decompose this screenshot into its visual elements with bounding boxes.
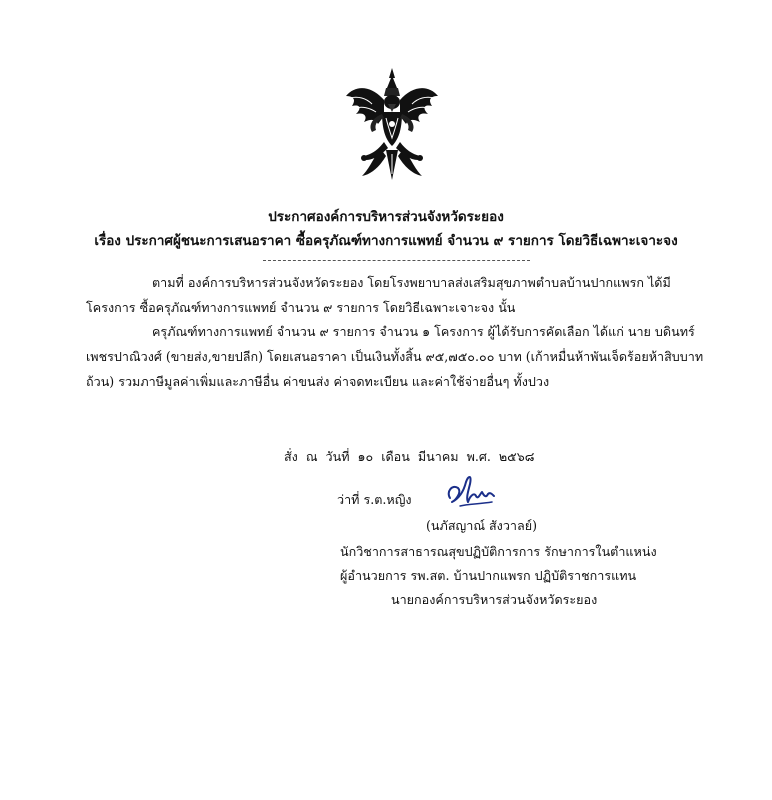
body-paragraph-line: ครุภัณฑ์ทางการแพทย์ จำนวน ๙ รายการ จำนวน ๑ โครงการ ผู้ได้รับการคัดเลือก ได้แก่ นาย บดินทร์: [152, 324, 695, 339]
garuda-emblem-icon: [342, 66, 442, 182]
signer-position: ผู้อำนวยการ รพ.สต. บ้านปากแพรก ปฏิบัติราชการแทน: [340, 568, 637, 583]
divider: [263, 260, 530, 261]
body-paragraph-line: โครงการ ซื้อครุภัณฑ์ทางการแพทย์ จำนวน ๙ รายการ โดยวิธีเฉพาะเจาะจง นั้น: [86, 300, 516, 315]
announcement-title: ประกาศองค์การบริหารส่วนจังหวัดระยอง: [268, 209, 504, 225]
signer-position: นักวิชาการสาธารณสุขปฏิบัติการการ รักษาการในตำแหน่ง: [340, 544, 657, 559]
body-paragraph-line: ถ้วน) รวมภาษีมูลค่าเพิ่มและภาษีอื่น ค่าขนส่ง ค่าจดทะเบียน และค่าใช้จ่ายอื่นๆ ทั้งปวง: [86, 374, 550, 389]
signer-name: (นภัสญาณ์ สังวาลย์): [426, 518, 537, 533]
order-date: สั่ง ณ วันที่ ๑๐ เดือน มีนาคม พ.ศ. ๒๕๖๘: [284, 449, 535, 464]
handwritten-signature: [440, 472, 504, 512]
signer-position: นายกองค์การบริหารส่วนจังหวัดระยอง: [391, 592, 598, 607]
announcement-subject: เรื่อง ประกาศผู้ชนะการเสนอราคา ซื้อครุภัณฑ์ทางการแพทย์ จำนวน ๙ รายการ โดยวิธีเฉพาะเจาะจง: [94, 233, 678, 249]
signer-rank: ว่าที่ ร.ต.หญิง: [337, 492, 412, 507]
body-paragraph-line: เพชรปาณิวงศ์ (ขายส่ง,ขายปลีก) โดยเสนอราคา เป็นเงินทั้งสิ้น ๙๕,๗๕๐.๐๐ บาท (เก้าหมื่นห้าพันเจ็ดร้อยห้าสิบบาท: [86, 349, 704, 364]
body-paragraph-line: ตามที่ องค์การบริหารส่วนจังหวัดระยอง โดยโรงพยาบาลส่งเสริมสุขภาพตำบลบ้านปากแพรก ได้มี: [152, 275, 671, 290]
